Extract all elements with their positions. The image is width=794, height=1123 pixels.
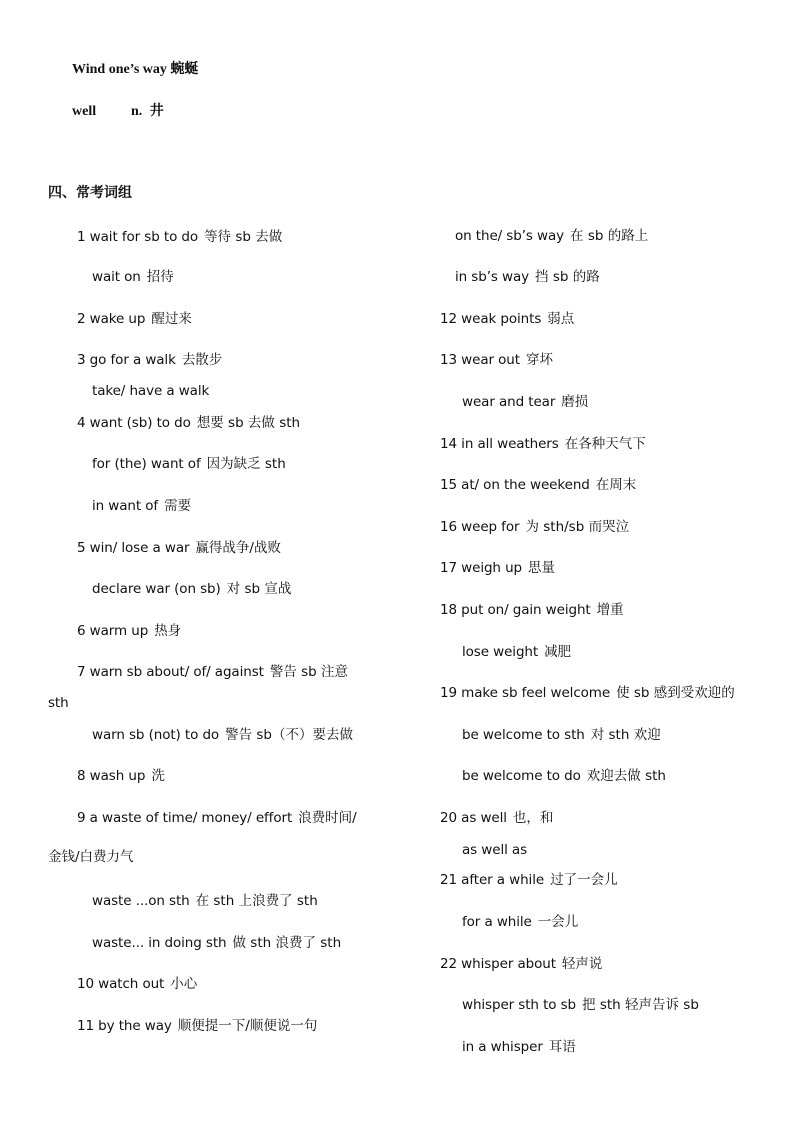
phrase-english: 1 wait for sb to do [77, 229, 199, 245]
phrase-english: 13 wear out [440, 352, 520, 368]
phrase-item [455, 268, 600, 286]
phrase-item [462, 767, 666, 785]
phrase-english: waste ...on sth [92, 893, 190, 909]
phrase-item [462, 393, 588, 411]
phrase-chinese: 洗 [151, 768, 165, 784]
phrase-chinese: 轻声说 [561, 956, 603, 972]
phrase-item [77, 767, 165, 785]
phrase-item [77, 663, 348, 681]
phrase-item [440, 955, 602, 973]
phrase-item [440, 601, 624, 619]
phrase-english: 19 make sb feel welcome [440, 685, 611, 701]
phrase-english: in want of [92, 498, 159, 514]
phrase-chinese: 磨损 [561, 394, 589, 410]
phrase-chinese: 顺便提一下/顺便说一句 [177, 1018, 318, 1034]
phrase-item [77, 975, 197, 993]
phrase-english: 8 wash up [77, 768, 146, 784]
phrase-chinese: 警告 sb（不）要去做 [225, 727, 353, 743]
phrase-chinese: 在 sth 上浪费了 sth [195, 893, 318, 909]
phrase-chinese: 醒过来 [151, 311, 192, 327]
phrase-chinese: 做 sth 浪费了 sth [232, 935, 342, 951]
phrase-english: 9 a waste of time/ money/ effort [77, 810, 293, 826]
phrase-chinese: 赢得战争/战败 [195, 540, 281, 556]
phrase-item [440, 559, 555, 577]
phrase-english: waste... in doing sth [92, 935, 227, 951]
phrase-english: 16 weep for [440, 519, 520, 535]
phrase-english: be welcome to sth [462, 727, 585, 743]
phrase-chinese: 因为缺乏 sth [206, 456, 286, 472]
phrase-chinese: 欢迎去做 sth [586, 768, 666, 784]
entry-word: well [72, 104, 97, 119]
phrase-english: 21 after a while [440, 872, 545, 888]
phrase-english: for a while [462, 914, 532, 930]
phrase-english: 10 watch out [77, 976, 165, 992]
phrase-english: declare war (on sb) [92, 581, 221, 597]
phrase-item [440, 476, 636, 494]
phrase-item [440, 684, 735, 702]
phrase-chinese: 在 sb 的路上 [570, 228, 649, 244]
phrase-english: in sb’s way [455, 269, 530, 285]
phrase-english: whisper sth to sb [462, 997, 577, 1013]
phrase-english: on the/ sb’s way [455, 228, 565, 244]
phrase-english: as well as [462, 842, 528, 858]
phrase-chinese: 思量 [528, 560, 556, 576]
phrase-english: 20 as well [440, 810, 507, 826]
phrase-chinese: 也，和 [512, 810, 554, 826]
phrase-english: 14 in all weathers [440, 436, 559, 452]
phrase-item [77, 351, 222, 369]
phrase-chinese: 小心 [170, 976, 198, 992]
phrase-chinese: 招待 [146, 269, 174, 285]
phrase-item [462, 913, 578, 931]
phrase-chinese: 金钱/白费力气 [48, 849, 134, 865]
phrase-english: be welcome to do [462, 768, 581, 784]
phrase-item [440, 351, 553, 369]
phrase-english: wait on [92, 269, 141, 285]
phrase-item [92, 726, 353, 744]
phrase-item [462, 996, 699, 1014]
phrase-item [77, 539, 281, 557]
phrase-english: wear and tear [462, 394, 556, 410]
phrase-chinese: 挡 sb 的路 [535, 269, 600, 285]
phrase-item [92, 934, 341, 952]
phrase-item [440, 435, 646, 453]
entry-well [72, 103, 96, 121]
phrase-item [77, 310, 192, 328]
phrase-item [440, 310, 574, 328]
phrase-english: 18 put on/ gain weight [440, 602, 591, 618]
phrase-english: lose weight [462, 644, 539, 660]
phrase-item [440, 518, 629, 536]
phrase-chinese: 需要 [164, 498, 192, 514]
phrase-chinese: 去散步 [181, 352, 223, 368]
phrase-chinese: 浪费时间/ [298, 810, 357, 826]
phrase-item [92, 497, 191, 515]
phrase-english: 22 whisper about [440, 956, 556, 972]
phrase-english: warn sb (not) to do [92, 727, 220, 743]
phrase-english: 3 go for a walk [77, 352, 176, 368]
phrase-english: 4 want (sb) to do [77, 415, 191, 431]
phrase-item [92, 382, 209, 400]
phrase-chinese: 耳语 [548, 1039, 576, 1055]
phrase-english: 6 warm up [77, 623, 149, 639]
phrase-chinese: 把 sth 轻声告诉 sb [582, 997, 699, 1013]
phrase-chinese: 热身 [154, 623, 182, 639]
phrase-chinese: 等待 sb 去做 [204, 229, 283, 245]
phrase-item [462, 1038, 576, 1056]
phrase-chinese: 减肥 [544, 644, 572, 660]
phrase-chinese: 一会儿 [537, 914, 579, 930]
phrase-item [77, 228, 282, 246]
phrase-wrap [48, 848, 134, 866]
phrase-item [462, 643, 571, 661]
phrase-english: for (the) want of [92, 456, 201, 472]
phrase-item [92, 892, 318, 910]
phrase-item [92, 580, 291, 598]
phrase-english: 5 win/ lose a war [77, 540, 190, 556]
phrase-english: in a whisper [462, 1039, 543, 1055]
phrase-english: take/ have a walk [92, 383, 210, 399]
phrase-item [77, 1017, 317, 1035]
phrase-chinese: 使 sb 感到受欢迎的 [616, 685, 735, 701]
meaning: 井 [149, 104, 164, 119]
phrase-item [440, 809, 553, 827]
phrase-item [77, 809, 357, 827]
phrase-chinese: 在各种天气下 [564, 436, 646, 452]
phrase-chinese: 穿坏 [525, 352, 553, 368]
phrase-item [462, 726, 661, 744]
phrase-chinese: 弱点 [547, 311, 575, 327]
phrase-english: sth [48, 695, 69, 711]
phrase-item [92, 455, 286, 473]
phrase-item [77, 622, 181, 640]
section-title: 四、常考词组 [48, 185, 132, 201]
phrase-english: 17 weigh up [440, 560, 523, 576]
phrase-chinese: 增重 [596, 602, 624, 618]
phrase-chinese: 想要 sb 去做 sth [196, 415, 301, 431]
part-of-speech: n. [131, 104, 143, 119]
phrase-english: 15 at/ on the weekend [440, 477, 590, 493]
phrase-item [92, 268, 174, 286]
phrase-chinese: 过了一会儿 [550, 872, 618, 888]
phrase-english: 11 by the way [77, 1018, 172, 1034]
phrase-item [455, 227, 648, 245]
entry-well-definition [131, 103, 164, 121]
phrase-item [440, 871, 618, 889]
entry-wind-ones-way [72, 61, 198, 79]
phrase-chinese: 对 sth 欢迎 [590, 727, 661, 743]
phrase-chinese: 为 sth/sb 而哭泣 [525, 519, 630, 535]
phrase-english: 2 wake up [77, 311, 146, 327]
phrase-wrap [48, 694, 69, 712]
phrase-english: 7 warn sb about/ of/ against [77, 664, 264, 680]
phrase-item [462, 841, 527, 859]
phrase-item [77, 414, 300, 432]
phrase-chinese: 对 sb 宣战 [226, 581, 292, 597]
entry-text: Wind one’s way 蜿蜒 [72, 62, 199, 77]
phrase-chinese: 警告 sb 注意 [269, 664, 349, 680]
phrase-chinese: 在周末 [595, 477, 637, 493]
phrase-english: 12 weak points [440, 311, 542, 327]
